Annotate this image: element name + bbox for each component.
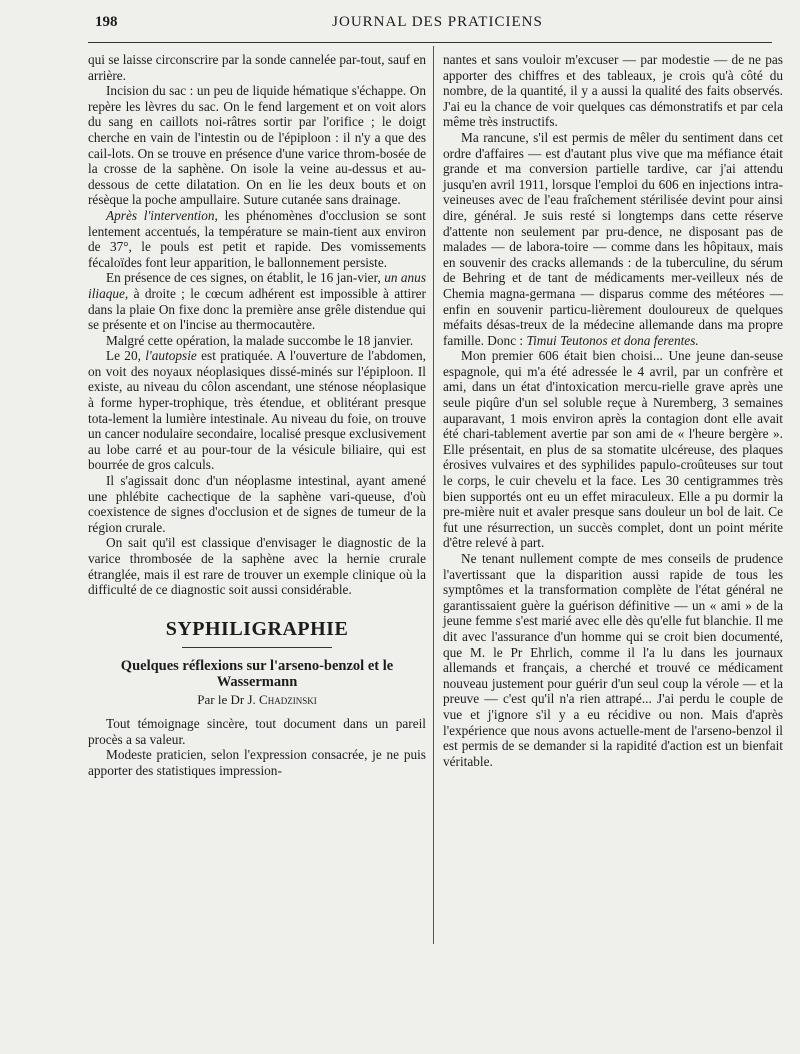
paragraph: qui se laisse circonscrire par la sonde cannelée par-tout, sauf en arrière. xyxy=(88,52,426,83)
paragraph: On sait qu'il est classique d'envisager le diagnostic de la varice thrombosée de la saphène avec la hernie crurale étranglée, mais il est rare de trouver un exemple clinique où la difficulté de ce diagnostic soit aussi considérable. xyxy=(88,535,426,598)
right-column xyxy=(443,52,783,769)
left-column xyxy=(88,52,426,778)
article-title: Quelques réflexions sur l'arseno-benzol et le Wassermann xyxy=(120,658,394,691)
page-number: 198 xyxy=(95,14,118,30)
paragraph xyxy=(88,348,426,473)
author-name: Chadzinski xyxy=(259,692,317,708)
paragraph-text: Ma rancune, s'il est permis de mêler du sentiment dans cet ordre d'affaires — est d'autant plus vive que ma méfiance était grande et ma conversion partielle tardive, car j'ai attendu jusqu'en avril 1911, lorsque l'emploi du 606 en injections intra-veineuses avec de l'eau fraîchement stérilisée devint pour ainsi dire, général. Je suis resté si longtemps dans cette réserve d'attente non seulement par pru-dence, ne disposant pas de malades — de labora-toire — comme dans les hôpitaux, mais en souvenir des cracks allemands : de la tuberculine, du sérum de Behring et de tant de médicaments mer-veilleux nés de Chemia magna-germana — disparus comme des météores — enfin en souvenir particu-lièrement douloureux de quelques méfaits désas-treux de la médecine allemande dans ma propre famille. Donc : xyxy=(443,129,783,348)
paragraph: Incision du sac : un peu de liquide hématique s'échappe. On repère les lèvres du sac. On le fend largement et on voit alors du sang en caillots noi-râtres sortir par l'orifice ; le doigt cherche en vain de l'intestin ou de l'épiploon : il n'y a que des cail-lots. On se trouve en présence d'une varice throm-bosée de la crosse de la saphène. On isole la veine au-dessus et au-dessous de cette dilatation. On en lie les deux bouts et on résèque la poche ampullaire. Suture cutanée sans drainage. xyxy=(88,83,426,208)
paragraph-text: En présence de ces signes, on établit, le 16 jan-vier, xyxy=(106,270,385,286)
paragraph: Ne tenant nullement compte de mes conseils de prudence l'avertissant que la disparition aussi rapide de tous les symptômes et la transformation complète de l'état général ne garantissaient guère la guérison définitive — un « ami » de la jeune femme s'est marié avec elle dès qu'elle fut blanchie. Il me dit avec l'assurance d'un homme qui se croit bien documenté, que M. le Pr Ehrlich, comme il l'a lu dans les journaux allemands et français, a cherché et trouvé ce médicament nouveau justement pour guérir d'un seul coup la vérole — et la preuve — c'est qu'il n'a rien attrapé... J'ai perdu le couple de vue et j'ignore s'il y a eu récidive ou non. Mais d'après l'expérience que nous avons actuelle-ment de l'arseno-benzol il est permis de se demander si la rapidité d'action est un bienfait véritable. xyxy=(443,551,783,769)
paragraph: Mon premier 606 était bien choisi... Une jeune dan-seuse espagnole, qui m'a été adressée le 4 avril, par un confrère et ami, dans un état d'intoxication mercu-rielle grave après une seule piqûre d'un sel soluble reçue à Nuremberg, 3 semaines auparavant, 1 mois environ après la contagion dont elle avait été chari-tablement avertie par son ami de « l'heure bergère ». Elle présentait, en plus de sa stomatite ulcéreuse, des plaques érosives vulvaires et des syphilides papulo-croûteuses sur tout le corps, le cuir chevelu et la face. Les 30 centigrammes très bien supportés ont eu un effet miraculeux. Elle a pu dormir la pre-mière nuit et avaler presque sans douleur un bol de lait. Ce fut une résurrection, un succès complet, dont un point mérite d'être relevé à part. xyxy=(443,348,783,551)
page-header xyxy=(95,14,780,38)
paragraph-text: Le 20, xyxy=(106,348,146,364)
emphasis: l'autopsie xyxy=(145,348,197,364)
paragraph xyxy=(443,130,783,348)
paragraph xyxy=(88,208,426,270)
paragraph: Tout témoignage sincère, tout document dans un pareil procès a sa valeur. xyxy=(88,715,426,747)
journal-title: JOURNAL DES PRATICIENS xyxy=(332,14,543,30)
section-title: SYPHILIGRAPHIE xyxy=(165,617,349,640)
paragraph-text: à droite ; le cœcum adhérent est impossible à attirer dans la plaie On fixe donc la première anse grêle distendue qui se présente et on l'incise au thermocautère. xyxy=(88,285,426,333)
paragraph xyxy=(88,270,426,332)
paragraph: Il s'agissait donc d'un néoplasme intestinal, ayant amené une phlébite cachectique de la saphène vari-queuse, d'où coexistence de signes d'occlusion et de signes de tumeur de la région crurale. xyxy=(88,473,426,535)
header-rule xyxy=(88,42,772,43)
column-divider xyxy=(433,46,434,944)
byline xyxy=(88,692,426,708)
section-rule xyxy=(182,647,332,648)
paragraph: Modeste praticien, selon l'expression consacrée, je ne puis apporter des statistiques impression- xyxy=(88,747,426,778)
emphasis: Après l'intervention, xyxy=(106,207,218,223)
paragraph: Malgré cette opération, la malade succombe le 18 janvier. xyxy=(106,332,414,348)
emphasis: Timui Teutonos et dona ferentes. xyxy=(526,332,699,348)
paragraph: nantes et sans vouloir m'excuser — par modestie — de ne pas apporter des chiffres et des tableaux, je crois qu'à côté du nombre, de la quantité, il y a aussi la qualité des faits observés. J'ai eu la chance de voir quelques cas démonstratifs et par cela même très instructifs. xyxy=(443,52,783,130)
paragraph-text: est pratiquée. A l'ouverture de l'abdomen, on voit des noyaux néoplasiques dissé-minés sur l'épiploon. Il existe, au niveau du côlon ascendant, une sténose néoplasique à forme hyper-trophique, très étendue, et oblitérant presque tota-lement la lumière intestinale. Au niveau du foie, on trouve un cancer nodulaire secondaire, localisé presque exclusivement au lobe carré et au pour-tour de la vésicule biliaire, qui est bourrée de gros calculs. xyxy=(88,348,427,473)
byline-prefix: Par le Dr J. xyxy=(197,692,260,708)
paragraph-text: les phénomènes d'occlusion se sont lentement accentués, la température se main-tient aux environ de 37°, le pouls est petit et rapide. Des vomissements fécaloïdes font leur apparition, le ballonnement persiste. xyxy=(88,207,426,270)
emphasis: un anus iliaque, xyxy=(88,270,426,301)
